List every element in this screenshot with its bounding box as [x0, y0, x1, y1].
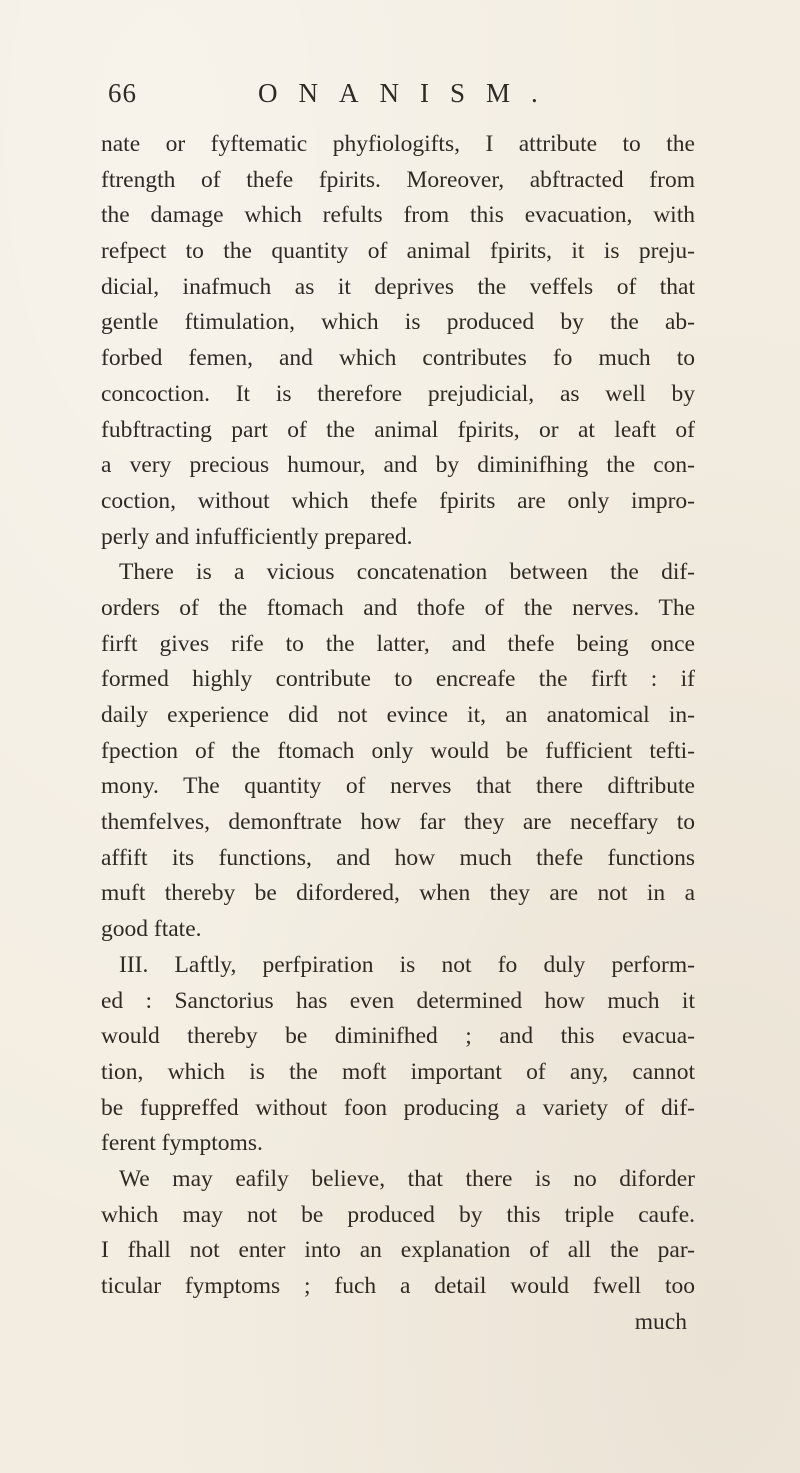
page-number: 66 [108, 78, 137, 108]
text-line: There is a vicious concatenation between the dif- [119, 559, 695, 586]
body-text [101, 127, 695, 1340]
text-line: fpection of the ftomach only would be fufficient tefti- [101, 737, 695, 764]
page-header [108, 78, 668, 118]
text-line: ticular fymptoms ; fuch a detail would fwell too [101, 1273, 695, 1299]
text-line: perly and infufficiently prepared. [101, 523, 413, 550]
text-line: the damage which refults from this evacuation, with [101, 202, 695, 229]
text-line: would thereby be diminifhed ; and this evacua- [101, 1023, 695, 1050]
text-line: daily experience did not evince it, an anatomical in- [101, 702, 695, 728]
text-line: fubftracting part of the animal fpirits, or at leaft of [101, 416, 695, 443]
text-line: nate or fyftematic phyfiologifts, I attribute to the [101, 131, 695, 157]
text-line: coction, without which thefe fpirits are only impro- [101, 487, 695, 514]
text-line: We may eafily believe, that there is no diforder [119, 1165, 695, 1192]
text-line: concoction. It is therefore prejudicial, as well by [101, 380, 695, 407]
catchword: much [634, 1308, 687, 1335]
text-line: mony. The quantity of nerves that there diftribute [101, 773, 695, 800]
text-line: muft thereby be difordered, when they are not in a [101, 880, 695, 907]
text-line: I fhall not enter into an explanation of all the par- [101, 1237, 695, 1264]
text-line: gentle ftimulation, which is produced by the ab- [101, 309, 695, 336]
text-line: ed : Sanctorius has even determined how much it [101, 987, 695, 1014]
text-line: tion, which is the moft important of any, cannot [101, 1058, 695, 1085]
text-line: ferent fymptoms. [101, 1130, 263, 1157]
text-line: forbed femen, and which contributes fo much to [101, 345, 695, 372]
text-line: a very precious humour, and by diminifhing the con- [101, 452, 695, 479]
text-line: ftrength of thefe fpirits. Moreover, abftracted from [101, 166, 695, 193]
text-line: formed highly contribute to encreafe the firft : if [101, 666, 695, 693]
text-line: orders of the ftomach and thofe of the nerves. The [101, 594, 695, 621]
text-line: which may not be produced by this triple caufe. [101, 1201, 695, 1228]
text-line: themfelves, demonftrate how far they are neceffary to [101, 809, 695, 836]
text-line: dicial, inafmuch as it deprives the veffels of that [101, 273, 695, 300]
running-title: ONANISM. [258, 78, 559, 108]
text-line: affift its functions, and how much thefe functions [101, 844, 695, 871]
text-line: be fuppreffed without foon producing a variety of dif- [101, 1094, 695, 1121]
text-line: III. Laftly, perfpiration is not fo duly perform- [119, 951, 695, 978]
text-line: refpect to the quantity of animal fpirits, it is preju- [101, 238, 695, 265]
text-line: good ftate. [101, 916, 202, 943]
text-line: firft gives rife to the latter, and thefe being once [101, 630, 695, 657]
